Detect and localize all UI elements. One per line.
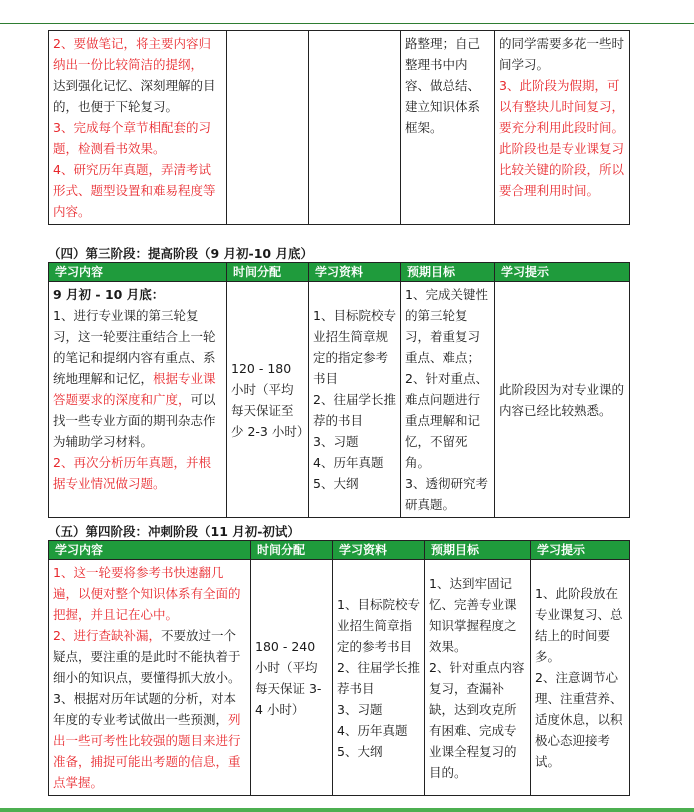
goal-text: 路整理；自己整理书中内容、做总结、建立知识体系框架。	[405, 36, 481, 135]
content-line: 2、再次分析历年真题，并根据专业情况做习题。	[53, 455, 211, 491]
content-line: 1、这一轮要将参考书快速翻几遍，以便对整个知识体系有全面的把握，并且记在心中。	[53, 565, 241, 622]
header-goals: 预期目标	[401, 263, 495, 282]
stage3-table	[48, 262, 630, 518]
header-materials: 学习资料	[309, 263, 401, 282]
header-content: 学习内容	[49, 541, 251, 560]
stage3-heading: （四）第三阶段：提高阶段（9 月初-10 月底）	[48, 246, 313, 261]
note-line: 2、要做笔记，将主要内容归纳出一份比较简洁的提纲，	[53, 36, 211, 72]
goal-item: 3、透彻研究考研真题。	[405, 476, 488, 512]
bottom-bar	[0, 808, 694, 812]
header-tips: 学习提示	[531, 541, 630, 560]
header-content: 学习内容	[49, 263, 227, 282]
note-line: 达到强化记忆、深刻理解的目的，也便于下轮复习。	[53, 78, 216, 114]
content-cell	[49, 560, 251, 796]
stage4-table	[48, 540, 630, 796]
material-item: 1、目标院校专业招生简章指定的参考书目	[337, 596, 420, 654]
material-item: 1、目标院校专业招生简章规定的指定参考书目	[313, 308, 396, 386]
material-item: 2、往届学长推荐书目	[337, 659, 420, 696]
goal-item: 1、达到牢固记忆、完善专业课知识掌握程度之效果。	[429, 575, 517, 654]
tips-cell	[531, 560, 630, 796]
time-cell	[251, 560, 333, 796]
content-part: 2、进行查缺补漏，	[53, 628, 161, 643]
time-text: 180 - 240 小时（平均每天保证 3-4 小时）	[255, 638, 322, 717]
stage2-continuation-table	[48, 30, 630, 225]
goal-item: 2、针对重点、难点问题进行重点理解和记忆，不留死角。	[405, 371, 488, 470]
materials-cell	[333, 560, 425, 796]
tip-item: 1、此阶段放在专业课复习、总结上的时间要多。	[535, 586, 623, 664]
material-item: 5、大纲	[313, 476, 359, 491]
content-part: 可以找一些专业方面的期刊杂志作为辅助学习材料。	[53, 392, 216, 449]
exercise-line: 3、完成每个章节相配套的习题，检测看书效果。	[53, 120, 211, 156]
content-part: 列出一些可考性比较强的题目来进行准备，捕捉可能出考题的信息，重点掌握。	[53, 712, 241, 790]
time-cell	[227, 31, 309, 225]
material-item: 2、往届学长推荐的书目	[313, 392, 396, 428]
content-part: 1、进行专业课的第三轮复习，这一轮要注重结合上一轮的笔记和提纲内容有重点、系统地理解和记忆，	[53, 308, 216, 386]
material-item: 3、习题	[313, 434, 359, 449]
content-cell	[49, 31, 227, 225]
header-goals: 预期目标	[425, 541, 531, 560]
content-cell	[49, 282, 227, 518]
stage4-heading: （五）第四阶段：冲刺阶段（11 月初-初试）	[48, 524, 300, 539]
goals-cell	[401, 31, 495, 225]
content-part: 不要放过一个疑点，要注重的是此时不能执着于细小的知识点，要懂得抓大放小。	[53, 628, 241, 685]
time-cell	[227, 282, 309, 518]
header-time: 时间分配	[251, 541, 333, 560]
period-title: 9 月初 - 10 月底：	[53, 287, 165, 302]
material-item: 4、历年真题	[313, 455, 384, 470]
material-item: 5、大纲	[337, 743, 383, 759]
materials-cell	[309, 31, 401, 225]
tip-text: 此阶段因为对专业课的内容已经比较熟悉。	[499, 381, 625, 418]
tips-cell	[495, 31, 630, 225]
tip-line: 3、此阶段为假期，可以有整块儿时间复习，要充分利用此段时间。此阶段也是专业课复习比较关键的阶段，所以要合理利用时间。	[499, 78, 625, 198]
tip-item: 2、注意调节心理、注重营养、适度休息，以积极心态迎接考试。	[535, 670, 623, 769]
header-time: 时间分配	[227, 263, 309, 282]
time-text: 120 - 180 小时（平均每天保证至少 2-3 小时）	[231, 360, 310, 439]
goals-cell	[425, 560, 531, 796]
content-text	[53, 305, 222, 452]
content-part: 根据专业课答题要求的深度和广度，	[53, 371, 216, 407]
header-materials: 学习资料	[333, 541, 425, 560]
goals-cell	[401, 282, 495, 518]
material-item: 4、历年真题	[337, 722, 408, 738]
header-tips: 学习提示	[495, 263, 630, 282]
material-item: 3、习题	[337, 701, 383, 717]
goal-item: 2、针对重点内容复习，查漏补缺，达到攻克所有困难、完成专业课全程复习的目的。	[429, 659, 525, 780]
content-text	[53, 688, 246, 793]
materials-cell	[309, 282, 401, 518]
goal-item: 1、完成关键性的第三轮复习，着重复习重点、难点；	[405, 287, 488, 365]
tips-cell	[495, 282, 630, 518]
past-exam-line: 4、研究历年真题，弄清考试形式、题型设置和难易程度等内容。	[53, 162, 216, 219]
tip-line: 的同学需要多花一些时间学习。	[499, 36, 625, 72]
top-rule	[0, 23, 694, 24]
content-part: 3、根据对历年试题的分析，对本年度的专业考试做出一些预测，	[53, 691, 236, 727]
content-text	[53, 625, 246, 688]
